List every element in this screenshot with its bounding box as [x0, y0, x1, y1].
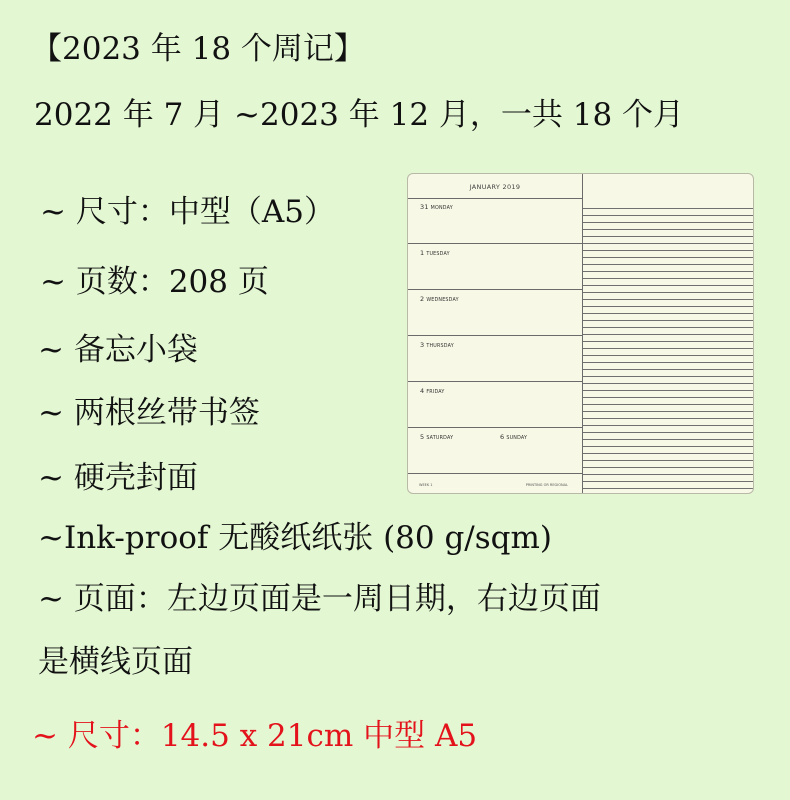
day-number: 2 [420, 295, 425, 303]
planner-day [408, 382, 582, 428]
feature-layout-cont: 是横线页面 [38, 644, 193, 680]
day-name: SUNDAY [506, 436, 528, 441]
ruled-line [583, 397, 754, 398]
ruled-line [583, 285, 754, 286]
ruled-line [583, 348, 754, 349]
ruled-line [583, 355, 754, 356]
ruled-line [583, 222, 754, 223]
feature-pages: ~ 页数：208 页 [40, 264, 269, 300]
page-title: 【2023 年 18 个周记】 [31, 31, 365, 67]
ruled-line [583, 474, 754, 475]
ruled-line [583, 446, 754, 447]
day-number: 1 [420, 249, 425, 257]
planner-day [408, 244, 582, 290]
day-name: SATURDAY [426, 436, 454, 441]
ruled-line [583, 341, 754, 342]
ruled-line [583, 411, 754, 412]
feature-layout: ~ 页面：左边页面是一周日期，右边页面 [38, 581, 601, 617]
feature-ribbons: ~ 两根丝带书签 [38, 395, 260, 431]
ruled-line [583, 236, 754, 237]
ruled-line [583, 292, 754, 293]
day-number: 31 [420, 203, 429, 211]
ruled-line [583, 481, 754, 482]
ruled-line [583, 243, 754, 244]
date-range: 2022 年 7 月 ~2023 年 12 月，一共 18 个月 [34, 97, 685, 133]
day-number: 4 [420, 387, 425, 395]
ruled-line [583, 327, 754, 328]
ruled-line [583, 299, 754, 300]
day-number: 5 [420, 433, 425, 441]
ruled-line [583, 271, 754, 272]
planner-footer [408, 477, 582, 493]
ruled-line [583, 432, 754, 433]
ruled-line [583, 208, 754, 209]
ruled-line [583, 320, 754, 321]
day-number: 6 [500, 433, 505, 441]
ruled-line [583, 264, 754, 265]
day-name: MONDAY [430, 206, 453, 211]
planner-week-column [408, 198, 582, 493]
size-note: ~ 尺寸：14.5 x 21cm 中型 A5 [32, 718, 478, 754]
planner-day-weekend [408, 428, 582, 474]
ruled-line [583, 313, 754, 314]
ruled-line [583, 390, 754, 391]
ruled-line [583, 362, 754, 363]
week-label: WEEK 1 [419, 483, 433, 487]
ruled-line [583, 334, 754, 335]
planner-footer-note: PRINTING OR REGIONAL [525, 483, 568, 487]
ruled-line [583, 453, 754, 454]
ruled-line [583, 404, 754, 405]
ruled-line [583, 383, 754, 384]
planner-day [408, 336, 582, 382]
day-name: TUESDAY [426, 252, 450, 257]
ruled-line [583, 460, 754, 461]
ruled-line [583, 425, 754, 426]
day-name: THURSDAY [426, 344, 454, 349]
ruled-line [583, 250, 754, 251]
planner-ruled-page [583, 174, 754, 493]
feature-pocket: ~ 备忘小袋 [38, 332, 198, 368]
ruled-line [583, 257, 754, 258]
planner-page-image [407, 173, 754, 494]
day-number: 3 [420, 341, 425, 349]
ruled-line [583, 418, 754, 419]
ruled-line [583, 369, 754, 370]
planner-day [408, 198, 582, 244]
ruled-line [583, 215, 754, 216]
feature-hardcover: ~ 硬壳封面 [38, 460, 198, 496]
ruled-line [583, 439, 754, 440]
ruled-line [583, 306, 754, 307]
planner-month-header: JANUARY 2019 [408, 174, 582, 199]
feature-size: ~ 尺寸：中型（A5） [40, 194, 335, 230]
ruled-line [583, 278, 754, 279]
day-name: FRIDAY [426, 390, 445, 395]
ruled-line [583, 488, 754, 489]
ruled-line [583, 229, 754, 230]
planner-day [408, 290, 582, 336]
ruled-line [583, 467, 754, 468]
day-name: WEDNESDAY [426, 298, 459, 303]
ruled-line [583, 376, 754, 377]
feature-paper: ~Ink-proof 无酸纸纸张 (80 g/sqm) [38, 520, 552, 556]
